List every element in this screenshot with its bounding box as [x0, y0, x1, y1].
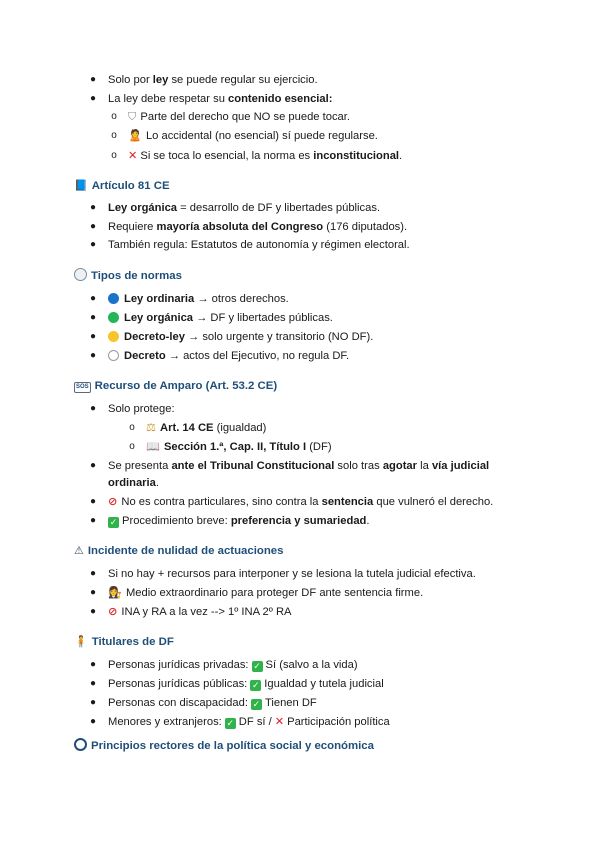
- sub-bullet: o: [111, 130, 117, 141]
- green-circle-icon: [108, 312, 119, 323]
- check-icon: ✓: [253, 661, 261, 671]
- heading-titulares-df: 🧍 Titulares de DF: [74, 636, 174, 648]
- bullet-dot: ●: [89, 587, 97, 598]
- bullet-dot: ●: [89, 460, 97, 471]
- intro-sub-3: ✕ Si se toca lo esencial, la norma es inconstitucional.: [128, 150, 403, 162]
- art81-bullet-1: Ley orgánica = desarrollo de DF y libertades públicas.: [108, 202, 381, 214]
- bullet-dot: ●: [89, 331, 97, 342]
- bullet-dot: ●: [89, 221, 97, 232]
- bullet-dot: ●: [89, 293, 97, 304]
- amparo-sub-1: ⚖ Art. 14 CE (igualdad): [146, 422, 267, 434]
- bullet-dot: ●: [89, 697, 97, 708]
- tipo-decreto: Decreto → actos del Ejecutivo, no regula DF.: [108, 349, 349, 363]
- bullet-dot: ●: [89, 496, 97, 507]
- check-icon: ✓: [252, 699, 261, 709]
- intro-sub-1: ⛉ Parte del derecho que NO se puede tocar.: [128, 111, 350, 123]
- amparo-bullet-4: ✓ Procedimiento breve: preferencia y sumariedad.: [109, 515, 370, 527]
- sos-icon: SOS: [74, 382, 91, 393]
- sub-bullet: o: [111, 111, 117, 122]
- shield-icon: ⛉: [128, 111, 137, 123]
- bullet-dot: ●: [89, 606, 97, 617]
- judge-icon: 👩‍⚖️: [108, 587, 122, 599]
- bullet-dot: ●: [89, 659, 97, 670]
- blue-circle-icon: [108, 293, 119, 304]
- tipo-ley-ordinaria: Ley ordinaria → otros derechos.: [108, 292, 289, 306]
- person-icon: 🙎: [128, 130, 142, 142]
- titular-publicas: Personas jurídicas públicas: ✓ Igualdad y tutela judicial: [108, 678, 384, 690]
- incidente-bullet-2: 👩‍⚖️ Medio extraordinario para proteger DF ante sentencia firme.: [108, 587, 424, 599]
- sub-bullet: o: [129, 422, 135, 433]
- cross-icon: ✕: [128, 150, 138, 162]
- amparo-sub-2: 📖 Sección 1.ª, Cap. II, Título I (DF): [146, 441, 332, 453]
- art81-bullet-3: También regula: Estatutos de autonomía y régimen electoral.: [108, 239, 410, 251]
- incidente-bullet-3: ⊘ INA y RA a la vez --> 1º INA 2º RA: [108, 606, 292, 618]
- bullet-dot: ●: [89, 93, 97, 104]
- bullet-dot: ●: [89, 312, 97, 323]
- titular-discapacidad: Personas con discapacidad: ✓ Tienen DF: [108, 697, 317, 709]
- sub-bullet: o: [111, 150, 117, 161]
- tipo-decreto-ley: Decreto-ley → solo urgente y transitorio (NO DF).: [108, 330, 373, 344]
- amparo-bullet-2-cont: ordinaria.: [108, 477, 159, 489]
- heading-recurso-amparo: SOS Recurso de Amparo (Art. 53.2 CE): [76, 380, 278, 392]
- bullet-dot: ●: [89, 568, 97, 579]
- check-icon: ✓: [252, 680, 260, 690]
- heading-articulo-81: 📘 Artículo 81 CE: [74, 180, 170, 192]
- amparo-bullet-1: Solo protege:: [108, 403, 175, 415]
- bullet-dot: ●: [89, 678, 97, 689]
- prohibited-icon: ⊘: [108, 496, 118, 508]
- titular-menores-extranjeros: Menores y extranjeros: ✓ DF sí / ✕ Participación política: [108, 716, 390, 728]
- amparo-bullet-2: Se presenta ante el Tribunal Constitucional solo tras agotar la vía judicial: [108, 460, 490, 472]
- heading-tipos-normas: Tipos de normas: [74, 268, 182, 284]
- intro-bullet-2: La ley debe respetar su contenido esencial:: [108, 93, 333, 105]
- white-circle-icon: [108, 350, 119, 361]
- cross-icon: ✕: [274, 716, 285, 728]
- art81-bullet-2: Requiere mayoría absoluta del Congreso (176 diputados).: [108, 221, 408, 233]
- intro-sub-2: 🙎 Lo accidental (no esencial) sí puede regularse.: [128, 130, 378, 142]
- bullet-dot: ●: [89, 239, 97, 250]
- heading-incidente-nulidad: ⚠ Incidente de nulidad de actuaciones: [74, 545, 284, 557]
- person-standing-icon: 🧍: [74, 636, 88, 648]
- bullet-dot: ●: [89, 202, 97, 213]
- heading-principios-rectores: Principios rectores de la política social y económica: [74, 738, 374, 754]
- scales-icon: ⚖: [146, 422, 157, 434]
- circle-icon: [74, 268, 87, 281]
- amparo-bullet-3: ⊘ No es contra particulares, sino contra la sentencia que vulneró el derecho.: [108, 496, 494, 508]
- tipo-ley-organica: Ley orgánica → DF y libertades públicas.: [108, 311, 333, 325]
- check-icon: ✓: [226, 718, 235, 728]
- bullet-dot: ●: [89, 515, 97, 526]
- prohibited-icon: ⊘: [108, 606, 118, 618]
- book-icon: 📘: [74, 180, 88, 192]
- bullet-dot: ●: [89, 716, 97, 727]
- target-icon: [74, 738, 87, 751]
- warning-icon: ⚠: [74, 545, 84, 557]
- bullet-dot: ●: [89, 403, 97, 414]
- bullet-dot: ●: [89, 74, 97, 85]
- yellow-circle-icon: [108, 331, 119, 342]
- open-book-icon: 📖: [146, 441, 160, 453]
- intro-bullet-1: Solo por ley se puede regular su ejercicio.: [108, 74, 318, 86]
- check-icon: ✓: [109, 517, 118, 527]
- incidente-bullet-1: Si no hay + recursos para interponer y se lesiona la tutela judicial efectiva.: [108, 568, 476, 580]
- sub-bullet: o: [129, 441, 135, 452]
- bullet-dot: ●: [89, 350, 97, 361]
- titular-privadas: Personas jurídicas privadas: ✓ Sí (salvo a la vida): [108, 659, 358, 671]
